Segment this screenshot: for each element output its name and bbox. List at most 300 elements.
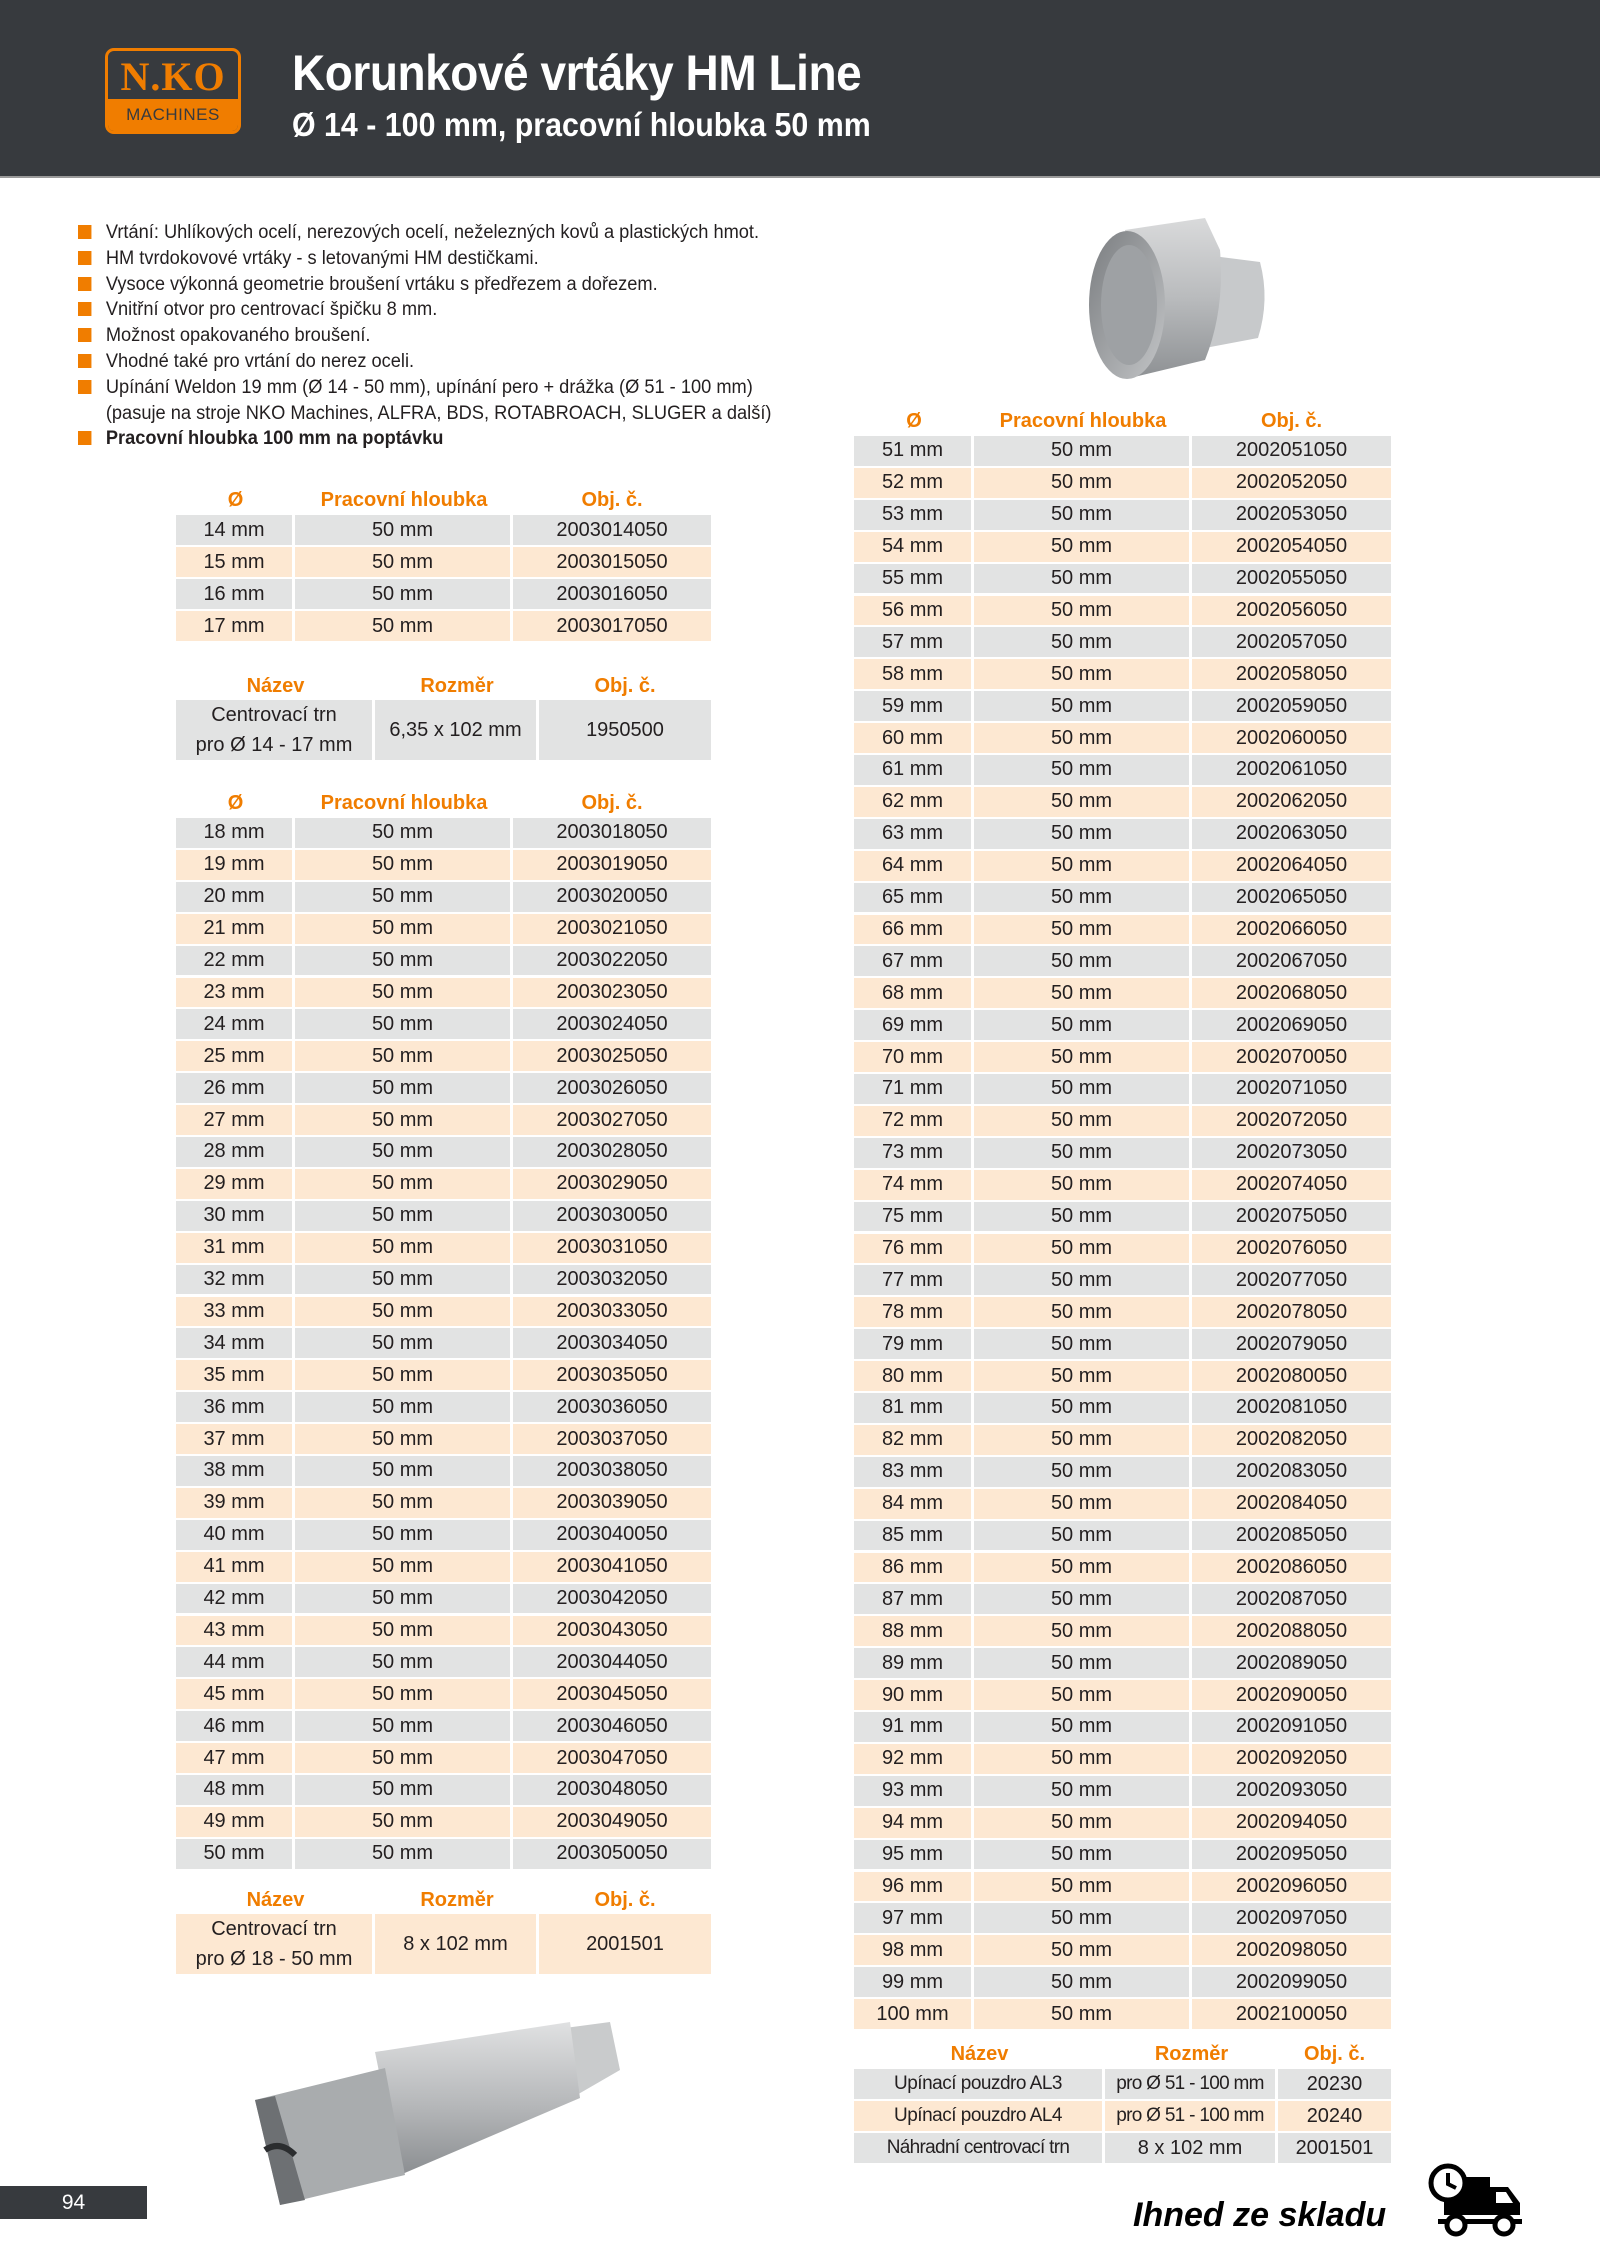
table-row [854,1584,1391,1614]
order-number-cell: 2003049050 [513,1807,711,1837]
depth-cell: 50 mm [295,882,513,912]
diameter-cell: 76 mm [854,1234,974,1264]
column-header-depth: Pracovní hloubka [320,489,488,511]
feature-item: Vysoce výkonná geometrie broušení vrtáku s předřezem a dořezem. [78,272,865,298]
depth-cell: 50 mm [974,946,1192,976]
depth-cell: 50 mm [295,818,513,848]
table-row [854,1616,1391,1646]
table-row [176,1169,711,1199]
table-row [854,1106,1391,1136]
depth-cell: 50 mm [295,1488,513,1518]
table-row [854,946,1391,976]
depth-cell: 50 mm [295,1807,513,1837]
table-row [176,818,711,848]
depth-cell: 50 mm [295,1297,513,1327]
diameter-cell: 85 mm [854,1521,974,1551]
depth-cell: 50 mm [974,1234,1192,1264]
table-row [854,978,1391,1008]
order-number-cell: 2003029050 [513,1169,711,1199]
logo-wordmark: N.KO [120,54,226,99]
order-number-cell: 2002056050 [1192,596,1391,626]
diameter-cell: 74 mm [854,1170,974,1200]
page-title: Korunkové vrtáky HM Line [292,45,862,101]
order-number-cell: 2003039050 [513,1488,711,1518]
feature-item: Vnitřní otvor pro centrovací špičku 8 mm. [78,297,865,323]
depth-cell: 50 mm [974,532,1192,562]
depth-cell: 50 mm [974,1744,1192,1774]
order-number-cell: 2002094050 [1192,1808,1391,1838]
diameter-cell: 73 mm [854,1138,974,1168]
depth-cell: 50 mm [974,1010,1192,1040]
diameter-cell: 39 mm [176,1488,295,1518]
order-number-cell: 2002091050 [1192,1712,1391,1742]
order-number-cell: 2003021050 [513,914,711,944]
table-row [176,1584,711,1614]
page-header [0,0,1600,178]
depth-cell: 50 mm [295,1711,513,1741]
table-row: 14 mm 50 mm 2003014050 [176,515,711,545]
table-row: Centrovací trn pro Ø 14 - 17 mm 6,35 x 102 mm 1950500 [176,700,711,760]
order-number-cell: 2002060050 [1192,723,1391,753]
feature-list [78,220,898,452]
depth-cell: 50 mm [974,659,1192,689]
table-row [854,564,1391,594]
table-row [854,1648,1391,1678]
column-header-depth: Pracovní hloubka [320,792,488,814]
nko-machines-logo [105,48,241,134]
depth-cell: 50 mm [295,1616,513,1646]
depth-cell: 50 mm [974,1680,1192,1710]
diameter-cell: 67 mm [854,946,974,976]
table-row [854,1393,1391,1423]
order-number-cell: 2002070050 [1192,1042,1391,1072]
table-row [854,1840,1391,1870]
table-row [854,659,1391,689]
depth-cell: 50 mm [974,1106,1192,1136]
order-number-cell: 2002086050 [1192,1553,1391,1583]
depth-cell: 50 mm [974,1872,1192,1902]
diameter-cell: 48 mm [176,1775,295,1805]
table-row [854,596,1391,626]
depth-cell: 50 mm [974,1712,1192,1742]
table-row [176,850,711,880]
table-row [176,1711,711,1741]
bullet-square-icon [78,225,91,239]
depth-cell: 50 mm [974,1967,1192,1997]
feature-item: Vhodné také pro vrtání do nerez oceli. [78,349,865,375]
diameter-cell: 56 mm [854,596,974,626]
table-row [176,914,711,944]
diameter-cell: 52 mm [854,468,974,498]
diameter-cell: 98 mm [854,1935,974,1965]
column-header-diameter: Ø [906,410,922,432]
diameter-cell: 51 mm [854,436,974,466]
table-row [176,1456,711,1486]
table-row [176,1392,711,1422]
bullet-square-icon [78,354,91,368]
order-number-cell: 2003042050 [513,1584,711,1614]
depth-cell: 50 mm [295,1169,513,1199]
table-row [854,1170,1391,1200]
table-row [176,1297,711,1327]
table-row [176,1424,711,1454]
depth-cell: 50 mm [974,564,1192,594]
table-row [854,883,1391,913]
table-row [854,1935,1391,1965]
diameter-cell: 66 mm [854,915,974,945]
table-row [854,1712,1391,1742]
diameter-cell: 37 mm [176,1424,295,1454]
order-number-cell: 2002082050 [1192,1425,1391,1455]
order-number-cell: 2003038050 [513,1456,711,1486]
table-row [854,532,1391,562]
order-number-cell: 2002099050 [1192,1967,1391,1997]
diameter-cell: 75 mm [854,1202,974,1232]
diameter-cell: 97 mm [854,1903,974,1933]
order-number-cell: 2002095050 [1192,1840,1391,1870]
diameter-cell: 81 mm [854,1393,974,1423]
order-number-cell: 2003032050 [513,1265,711,1295]
depth-cell: 50 mm [974,1074,1192,1104]
table-row [854,1744,1391,1774]
depth-cell: 50 mm [295,1265,513,1295]
table-row [854,1457,1391,1487]
column-header-diameter: Ø [227,489,244,511]
table-row: 16 mm 50 mm 2003016050 [176,579,711,609]
depth-cell: 50 mm [974,1489,1192,1519]
table-row [854,787,1391,817]
depth-cell: 50 mm [295,850,513,880]
table-row [176,1137,711,1167]
order-number-cell: 2002059050 [1192,691,1391,721]
depth-cell: 50 mm [974,1042,1192,1072]
table-row [854,691,1391,721]
depth-cell: 50 mm [974,787,1192,817]
table-row [176,1009,711,1039]
depth-cell: 50 mm [295,1584,513,1614]
table-row [854,819,1391,849]
diameter-cell: 69 mm [854,1010,974,1040]
table-row [176,1552,711,1582]
diameter-cell: 19 mm [176,850,295,880]
order-number-cell: 2003030050 [513,1201,711,1231]
column-header-order-number: Obj. č. [594,675,656,697]
order-number-cell: 2003027050 [513,1105,711,1135]
table-row [854,1680,1391,1710]
bullet-square-icon [78,302,91,316]
depth-cell: 50 mm [974,723,1192,753]
table-row [176,1647,711,1677]
depth-cell: 50 mm [974,978,1192,1008]
order-number-cell: 2003023050 [513,978,711,1008]
diameter-cell: 30 mm [176,1201,295,1231]
diameter-cell: 50 mm [176,1839,295,1869]
diameter-cell: 80 mm [854,1361,974,1391]
in-stock-label: Ihned ze skladu [1133,2196,1387,2234]
table-row [854,1265,1391,1295]
diameter-cell: 60 mm [854,723,974,753]
depth-cell: 50 mm [974,468,1192,498]
table-row [854,1329,1391,1359]
order-number-cell: 2002067050 [1192,946,1391,976]
order-number-cell: 2002081050 [1192,1393,1391,1423]
order-number-cell: 2003019050 [513,850,711,880]
diameter-cell: 64 mm [854,851,974,881]
depth-cell: 50 mm [974,755,1192,785]
order-number-cell: 2002098050 [1192,1935,1391,1965]
depth-cell: 50 mm [974,1361,1192,1391]
order-number-cell: 2003024050 [513,1009,711,1039]
table-row [176,978,711,1008]
diameter-cell: 53 mm [854,500,974,530]
depth-cell: 50 mm [295,1201,513,1231]
table-row [176,1839,711,1869]
order-number-cell: 2002064050 [1192,851,1391,881]
depth-cell: 50 mm [974,1138,1192,1168]
depth-cell: 50 mm [974,1935,1192,1965]
diameter-cell: 58 mm [854,659,974,689]
diameter-cell: 70 mm [854,1042,974,1072]
delivery-truck-clock-icon [1428,2163,1524,2239]
diameter-cell: 22 mm [176,946,295,976]
order-number-cell: 2002087050 [1192,1584,1391,1614]
depth-cell: 50 mm [974,1999,1192,2029]
table-row: Upínací pouzdro AL4 pro Ø 51 - 100 mm 20240 [854,2101,1391,2131]
table-row [854,1297,1391,1327]
feature-item-highlight: Pracovní hloubka 100 mm na poptávku [78,426,865,452]
column-header-name: Název [246,1889,305,1911]
order-number-cell: 2002069050 [1192,1010,1391,1040]
depth-cell: 50 mm [974,627,1192,657]
order-number-cell: 2002071050 [1192,1074,1391,1104]
diameter-cell: 62 mm [854,787,974,817]
depth-cell: 50 mm [295,1041,513,1071]
order-number-cell: 2002093050 [1192,1776,1391,1806]
order-number-cell: 2003048050 [513,1775,711,1805]
depth-cell: 50 mm [295,1743,513,1773]
logo-tagline: MACHINES [108,99,238,131]
diameter-cell: 89 mm [854,1648,974,1678]
depth-cell: 50 mm [295,946,513,976]
table-row [854,1361,1391,1391]
core-cutter-weldon-photo [235,2000,635,2210]
depth-cell: 50 mm [295,978,513,1008]
table-row [854,1138,1391,1168]
depth-cell: 50 mm [974,1903,1192,1933]
diameter-cell: 43 mm [176,1616,295,1646]
feature-item: HM tvrdokovové vrtáky - s letovanými HM destičkami. [78,246,865,272]
diameter-cell: 71 mm [854,1074,974,1104]
table-row [854,1234,1391,1264]
column-header-order-number: Obj. č. [581,489,643,511]
order-number-cell: 2003034050 [513,1328,711,1358]
depth-cell: 50 mm [974,1329,1192,1359]
order-number-cell: 2002062050 [1192,787,1391,817]
table-row [176,1041,711,1071]
order-number-cell: 2002058050 [1192,659,1391,689]
diameter-cell: 83 mm [854,1457,974,1487]
column-header-order-number: Obj. č. [594,1889,656,1911]
order-number-cell: 2002096050 [1192,1872,1391,1902]
column-header-size: Rozměr [420,1889,494,1911]
depth-cell: 50 mm [974,1616,1192,1646]
order-number-cell: 2002079050 [1192,1329,1391,1359]
order-number-cell: 2002078050 [1192,1297,1391,1327]
diameter-cell: 42 mm [176,1584,295,1614]
order-number-cell: 2002073050 [1192,1138,1391,1168]
diameter-cell: 34 mm [176,1328,295,1358]
depth-cell: 50 mm [295,1424,513,1454]
diameter-cell: 63 mm [854,819,974,849]
diameter-cell: 23 mm [176,978,295,1008]
feature-item: Vrtání: Uhlíkových ocelí, nerezových ocelí, neželezných kovů a plastických hmot. [78,220,865,246]
order-number-cell: 2002065050 [1192,883,1391,913]
table-row [854,627,1391,657]
diameter-cell: 31 mm [176,1233,295,1263]
depth-cell: 50 mm [295,1233,513,1263]
depth-cell: 50 mm [974,915,1192,945]
diameter-cell: 44 mm [176,1647,295,1677]
depth-cell: 50 mm [974,1584,1192,1614]
depth-cell: 50 mm [295,1679,513,1709]
table-row [854,1042,1391,1072]
depth-cell: 50 mm [295,1392,513,1422]
table-row: Centrovací trn pro Ø 18 - 50 mm 8 x 102 mm 2001501 [176,1914,711,1974]
diameter-cell: 55 mm [854,564,974,594]
order-number-cell: 2002054050 [1192,532,1391,562]
diameter-cell: 20 mm [176,882,295,912]
diameter-cell: 57 mm [854,627,974,657]
order-number-cell: 2002057050 [1192,627,1391,657]
depth-cell: 50 mm [974,691,1192,721]
table-row: 15 mm 50 mm 2003015050 [176,547,711,577]
table-row [854,1967,1391,1997]
depth-cell: 50 mm [295,1520,513,1550]
order-number-cell: 2002066050 [1192,915,1391,945]
diameter-cell: 54 mm [854,532,974,562]
diameter-cell: 99 mm [854,1967,974,1997]
table-row: Náhradní centrovací trn 8 x 102 mm 2001501 [854,2133,1391,2163]
order-number-cell: 2003040050 [513,1520,711,1550]
bullet-square-icon [78,380,91,394]
diameter-cell: 49 mm [176,1807,295,1837]
diameter-cell: 96 mm [854,1872,974,1902]
order-number-cell: 2002052050 [1192,468,1391,498]
diameter-cell: 93 mm [854,1776,974,1806]
page-number: 94 [0,2186,147,2219]
diameter-cell: 25 mm [176,1041,295,1071]
table-row [854,1489,1391,1519]
table-row [854,1074,1391,1104]
order-number-cell: 2002089050 [1192,1648,1391,1678]
order-number-cell: 2003031050 [513,1233,711,1263]
table-row: 17 mm 50 mm 2003017050 [176,611,711,641]
depth-cell: 50 mm [974,1521,1192,1551]
order-number-cell: 2002083050 [1192,1457,1391,1487]
bullet-square-icon [78,251,91,265]
depth-cell: 50 mm [295,1552,513,1582]
order-number-cell: 2002080050 [1192,1361,1391,1391]
table-row [176,1073,711,1103]
order-number-cell: 2002068050 [1192,978,1391,1008]
order-number-cell: 2002076050 [1192,1234,1391,1264]
page-subtitle: Ø 14 - 100 mm, pracovní hloubka 50 mm [292,106,871,143]
table-row [854,1425,1391,1455]
order-number-cell: 2002090050 [1192,1680,1391,1710]
depth-cell: 50 mm [974,596,1192,626]
column-header-diameter: Ø [227,792,244,814]
order-number-cell: 2002072050 [1192,1106,1391,1136]
table-row [176,1679,711,1709]
diameter-cell: 86 mm [854,1553,974,1583]
diameter-cell: 46 mm [176,1711,295,1741]
depth-cell: 50 mm [974,1776,1192,1806]
depth-cell: 50 mm [295,1009,513,1039]
depth-cell: 50 mm [974,1808,1192,1838]
column-header-order-number: Obj. č. [581,792,643,814]
table-row [854,1999,1391,2029]
diameter-cell: 47 mm [176,1743,295,1773]
order-number-cell: 2003037050 [513,1424,711,1454]
diameter-cell: 41 mm [176,1552,295,1582]
order-number-cell: 2003028050 [513,1137,711,1167]
depth-cell: 50 mm [974,1425,1192,1455]
depth-cell: 50 mm [295,1775,513,1805]
diameter-cell: 32 mm [176,1265,295,1295]
order-number-cell: 2003026050 [513,1073,711,1103]
order-number-cell: 2003022050 [513,946,711,976]
order-number-cell: 2003047050 [513,1743,711,1773]
diameter-cell: 88 mm [854,1616,974,1646]
depth-cell: 50 mm [974,1297,1192,1327]
depth-cell: 50 mm [974,1170,1192,1200]
diameter-cell: 77 mm [854,1265,974,1295]
depth-cell: 50 mm [295,1647,513,1677]
diameter-cell: 29 mm [176,1169,295,1199]
table-row [854,755,1391,785]
diameter-cell: 33 mm [176,1297,295,1327]
table-row [176,1743,711,1773]
table-row [176,1265,711,1295]
order-number-cell: 2003020050 [513,882,711,912]
depth-cell: 50 mm [295,1105,513,1135]
table-row [854,851,1391,881]
diameter-cell: 45 mm [176,1679,295,1709]
diameter-cell: 91 mm [854,1712,974,1742]
diameter-cell: 38 mm [176,1456,295,1486]
diameter-cell: 72 mm [854,1106,974,1136]
table-row [176,946,711,976]
depth-cell: 50 mm [974,500,1192,530]
column-header-size: Rozměr [420,675,494,697]
table-row [854,1808,1391,1838]
bullet-square-icon [78,431,91,445]
order-number-cell: 2002051050 [1192,436,1391,466]
table-row [854,468,1391,498]
column-header-order-number: Obj. č. [1303,2043,1366,2065]
depth-cell: 50 mm [295,1328,513,1358]
order-number-cell: 2002085050 [1192,1521,1391,1551]
order-number-cell: 2002075050 [1192,1202,1391,1232]
order-number-cell: 2002053050 [1192,500,1391,530]
order-number-cell: 2003018050 [513,818,711,848]
diameter-cell: 27 mm [176,1105,295,1135]
feature-continuation: (pasuje na stroje NKO Machines, ALFRA, BDS, ROTABROACH, SLUGER a další) [105,402,772,424]
column-header-name: Název [950,2043,1009,2065]
depth-cell: 50 mm [974,1202,1192,1232]
order-number-cell: 2003044050 [513,1647,711,1677]
diameter-cell: 94 mm [854,1808,974,1838]
